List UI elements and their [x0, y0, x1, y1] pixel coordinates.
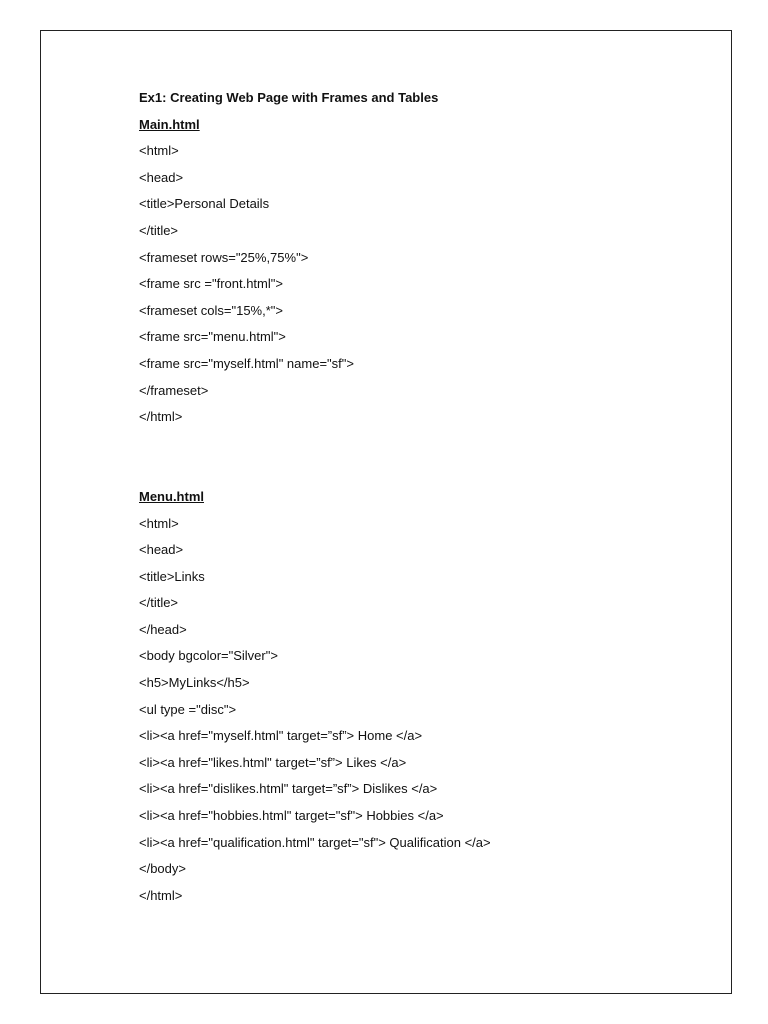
code-line: <title>Personal Details	[139, 196, 270, 212]
code-line: <frame src="myself.html" name="sf">	[139, 355, 354, 371]
code-line: <title>Links	[139, 568, 205, 584]
document-title: Ex1: Creating Web Page with Frames and Tables	[139, 90, 439, 105]
code-line: <frame src="menu.html">	[139, 329, 286, 345]
code-line: <frame src ="front.html">	[139, 276, 283, 292]
code-line: </title>	[139, 222, 179, 238]
code-line: </body>	[139, 861, 186, 877]
section-heading: Menu.html	[139, 488, 204, 504]
code-line: <li><a href="qualification.html" target="sf"> Qualification </a>	[139, 834, 491, 850]
document-body	[139, 85, 729, 909]
code-line: <frameset rows="25%,75%">	[139, 249, 309, 265]
code-line: <li><a href="dislikes.html" target=”sf”> Dislikes </a>	[139, 781, 438, 797]
code-line: </html>	[139, 409, 183, 425]
code-line: <frameset cols="15%,*">	[139, 302, 283, 318]
code-line: <html>	[139, 515, 179, 531]
code-line: </frameset>	[139, 382, 209, 398]
code-line: </head>	[139, 621, 187, 637]
code-line: <li><a href="hobbies.html" target="sf"> Hobbies </a>	[139, 808, 444, 824]
section-spacer	[139, 431, 729, 484]
section-menu-html	[139, 484, 729, 910]
code-line: </html>	[139, 887, 183, 903]
code-line: <li><a href="myself.html" target=”sf”> Home </a>	[139, 728, 423, 744]
code-line: <h5>MyLinks</h5>	[139, 675, 250, 691]
code-line: <body bgcolor="Silver">	[139, 648, 278, 664]
code-line: <head>	[139, 542, 184, 558]
code-line: <li><a href="likes.html" target=”sf”> Likes </a>	[139, 754, 407, 770]
section-heading: Main.html	[139, 116, 200, 132]
code-line: </title>	[139, 595, 179, 611]
code-line: <head>	[139, 169, 184, 185]
section-main-html	[139, 112, 729, 431]
code-line: <html>	[139, 143, 179, 159]
code-line: <ul type ="disc">	[139, 701, 237, 717]
